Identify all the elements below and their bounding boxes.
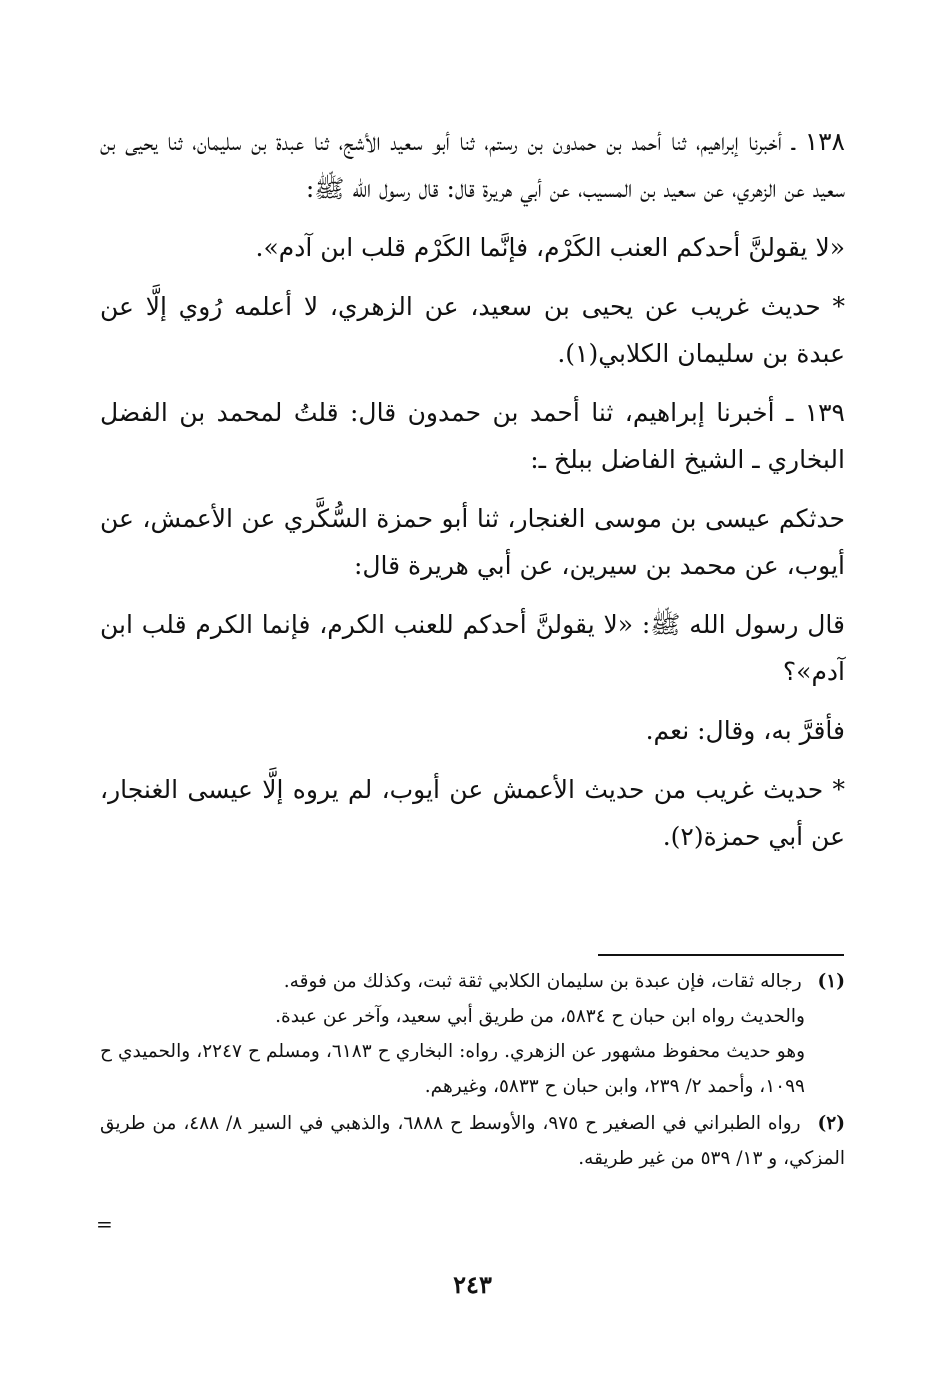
footnotes	[100, 964, 845, 1178]
hadith-139-comment: * حديث غريب من حديث الأعمش عن أيوب، لم يروه إلَّا عيسى الغنجار، عن أبي حمزة(٢).	[100, 775, 845, 851]
footnote-number: (٢)	[817, 1113, 845, 1134]
footnote-line: رجاله ثقات، فإن عبدة بن سليمان الكلابي ثقة ثبت، وكذلك من فوقه.	[283, 971, 802, 992]
hadith-138: ١٣٨ ـ أخبرنا إبراهيم، ثنا أحمد بن حمدون بن رستم، ثنا أبو سعيد الأشج، ثنا عبدة بن سليمان، ثنا يحيى بن سعيد عن الزهري، عن سعيد بن المسيب، عن أبي هريرة قال: قال رسول الله ﷺ:	[100, 127, 845, 203]
main-text	[100, 118, 845, 872]
footnote-line: والحديث رواه ابن حبان ح ٥٨٣٤، من طريق أبي سعيد، وآخر عن عبدة.	[275, 1006, 805, 1027]
page-number: ٢٤٣	[453, 1270, 492, 1299]
hadith-139: ١٣٩ ـ أخبرنا إبراهيم، ثنا أحمد بن حمدون قال: قلتُ لمحمد بن الفضل البخاري ـ الشيخ الفاضل ببلخ ـ:	[100, 398, 845, 474]
hadith-138-text: «لا يقولنَّ أحدكم العنب الكَرْم، فإنَّما الكَرْم قلب ابن آدم».	[255, 233, 845, 262]
footnote-line: وهو حديث محفوظ مشهور عن الزهري. رواه: البخاري ح ٦١٨٣، ومسلم ح ٢٢٤٧، والحميدي ح ١٠٩٩، وأحمد ٢/ ٢٣٩، وابن حبان ح ٥٨٣٣، وغيرهم.	[100, 1041, 806, 1097]
hadith-138-comment: * حديث غريب عن يحيى بن سعيد، عن الزهري، لا أعلمه رُوي إلَّا عن عبدة بن سليمان الكلابي(١).	[100, 292, 845, 368]
footnote-line: رواه الطبراني في الصغير ح ٩٧٥، والأوسط ح ٦٨٨٨، والذهبي في السير ٨/ ٤٨٨، من طريق المزكي، و ١٣/ ٥٣٩ من غير طريقه.	[100, 1113, 845, 1169]
continuation-mark: =	[96, 1212, 113, 1236]
hadith-139-text: قال رسول الله ﷺ: «لا يقولنَّ أحدكم للعنب الكرم، فإنما الكرم قلب ابن آدم»؟	[100, 610, 845, 686]
hadith-139-chain: حدثكم عيسى بن موسى الغنجار، ثنا أبو حمزة السُّكَّري عن الأعمش، عن أيوب، عن محمد بن سيرين، عن أبي هريرة قال:	[100, 504, 845, 580]
footnote-number: (١)	[817, 971, 845, 992]
footnote-1	[100, 964, 845, 1104]
footnote-2	[100, 1106, 845, 1176]
hadith-139-confirmation: فأقرَّ به، وقال: نعم.	[645, 716, 845, 745]
footnote-separator	[598, 954, 844, 956]
